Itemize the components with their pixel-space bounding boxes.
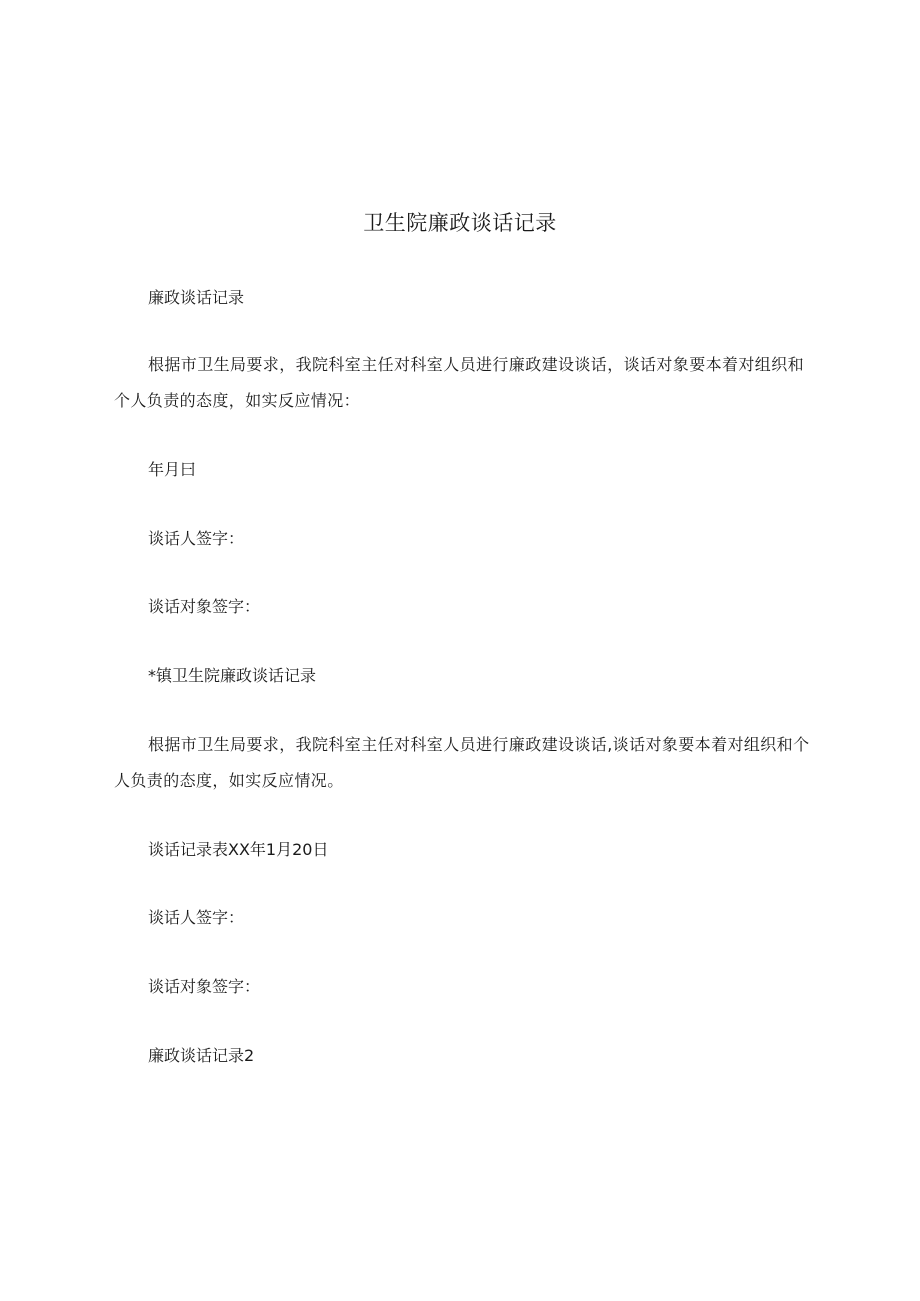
date-line: 年月曰	[148, 460, 197, 479]
section-heading: *镇卫生院廉政谈话记录	[148, 666, 317, 685]
section-heading: 廉政谈话记录	[148, 288, 245, 307]
section-heading: 廉政谈话记录2	[148, 1046, 255, 1065]
interviewee-signature: 谈话对象签字：	[148, 977, 261, 996]
paragraph-intro: 根据市卫生局要求，我院科室主任对科室人员进行廉政建设谈话,谈话对象要本着对组织和个人负责的态度，如实反应情况。	[114, 735, 810, 790]
interviewee-signature: 谈话对象签字：	[148, 597, 261, 616]
record-date-line: 谈话记录表XX年1月20日	[148, 840, 329, 859]
paragraph-intro: 根据市卫生局要求，我院科室主任对科室人员进行廉政建设谈话，谈话对象要本着对组织和个人负责的态度，如实反应情况：	[114, 355, 805, 410]
document-title: 卫生院廉政谈话记录	[363, 211, 557, 235]
interviewer-signature: 谈话人签字：	[148, 908, 245, 927]
interviewer-signature: 谈话人签字：	[148, 529, 245, 548]
